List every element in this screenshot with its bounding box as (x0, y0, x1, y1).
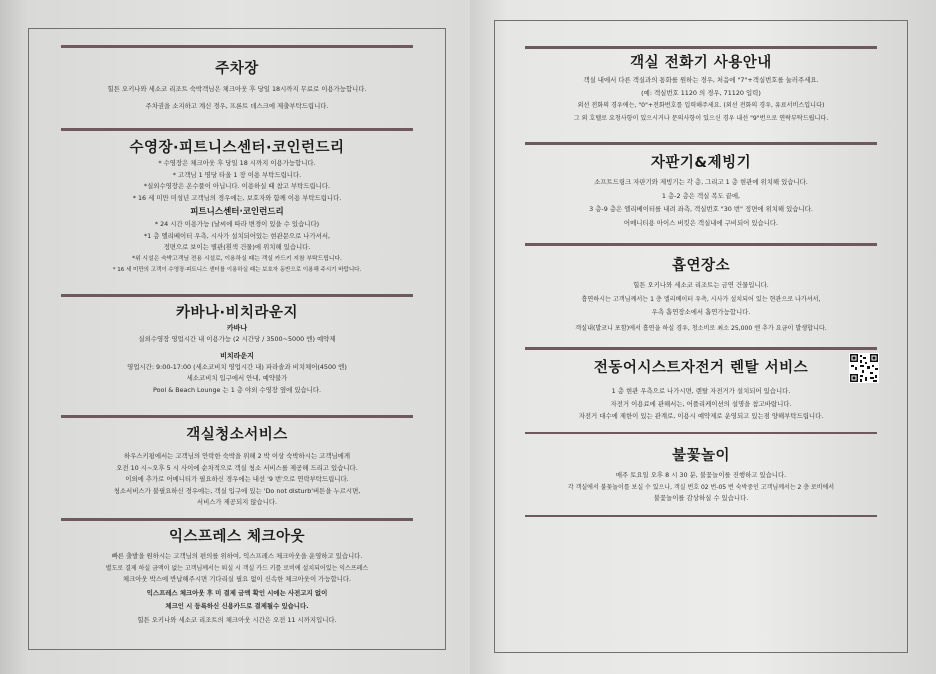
express-warning-line: 익스프레스 체크아웃 후 미 결제 금액 확인 시에는 사전고지 없이 (146, 588, 328, 597)
express-line: 빠른 출발을 원하시는 고객님의 편의를 위하여, 익스프레스 체크아웃을 운영하고 있습니다. (111, 552, 363, 560)
vending-line: 소프트드링크 자판기와 제빙기는 각 층, 그리고 1 층 현관에 위치해 있습니다. (594, 178, 808, 186)
fitness-line: * 24 시간 이용가능 (날씨에 따라 변경이 있을 수 있습니다) (154, 220, 320, 228)
fitness-line: 정면으로 보이는 별관(흰색 건물)에 위치해 있습니다. (163, 243, 311, 251)
smoking-line: 우측 흡연장소에서 흡연가능합니다. (651, 308, 751, 316)
fitness-line: * 16 세 미만의 고객이 수영장·피트니스 센터를 이용하실 때는 보호자 동반으로 이용해 주시기 바랍니다. (112, 267, 362, 273)
pool-line: * 16 세 미만 미성년 고객님의 경우에는, 보호자와 함께 이용 부탁드립니다. (132, 193, 342, 202)
housekeeping-title: 객실청소서비스 (186, 427, 288, 443)
phone-section (495, 46, 907, 124)
smoking-line: 객실내(발코니 포함)에서 흡연을 하실 경우, 청소비로 최소 25,000 엔 추가 요금이 발생합니다. (575, 324, 827, 332)
smoking-title: 흡연장소 (671, 258, 731, 274)
housekeeping-line: 서비스가 제공되지 않습니다. (196, 498, 278, 506)
section-divider (61, 415, 413, 418)
fireworks-title: 불꽃놀이 (671, 448, 731, 464)
section-divider (525, 432, 877, 434)
pool-section (29, 128, 445, 277)
vending-section (495, 142, 907, 229)
fitness-subtitle: 피트니스센터·코인런드리 (190, 207, 284, 217)
housekeeping-line: 이외에 추가로 어메니티가 필요하신 경우에는 내선 '9 번'으로 연락부탁드립니다. (125, 475, 349, 483)
fireworks-section (495, 432, 907, 517)
express-checkout-time-line: 힐튼 오키나와 세소코 리조트의 체크아웃 시간은 오전 11 시까지입니다. (137, 615, 337, 624)
section-divider (525, 515, 877, 517)
qr-code-icon[interactable] (849, 353, 879, 383)
housekeeping-section (29, 415, 445, 509)
section-divider (61, 294, 413, 297)
section-divider (525, 243, 877, 246)
bicycle-section (495, 347, 907, 423)
parking-line: 힐튼 오키나와 세소코 리조트 숙박객님은 체크아웃 후 당일 18시까지 무료로 이용가능합니다. (107, 85, 367, 93)
fitness-line: *1 층 엘리베이터 우측, 시사가 설치되어있는 현관문으로 나가셔서, (143, 231, 331, 240)
section-divider (525, 347, 877, 350)
vending-line: 1 층-2 층은 객실 복도 끝에, (661, 191, 741, 200)
bicycle-line: 1 층 현관 우측으로 나가시면, 렌탈 자전거가 설치되어 있습니다. (611, 387, 791, 395)
housekeeping-line: 오전 10 시~오후 5 시 사이에 순차적으로 객실 청소 서비스를 제공해 드리고 있습니다. (116, 463, 358, 472)
phone-line: (예: 객실번호 1120 의 경우, 71120 입력) (641, 88, 761, 97)
right-info-panel (494, 20, 908, 653)
section-divider (525, 46, 877, 49)
housekeeping-line: 청소서비스가 불필요하신 경우에는, 객실 입구에 있는 'Do not disturb'버튼을 누르시면, (113, 486, 361, 495)
bicycle-line: 자전거 대수에 제한이 있는 관계로, 이용시 예약제로 운영되고 있는점 양해부탁드립니다. (578, 412, 824, 420)
phone-title: 객실 전화기 사용안내 (630, 55, 772, 71)
vending-line: 3 층-9 층은 엘리베이터를 내려 좌측, 객실번호 "30 번" 정면에 위치해 있습니다. (589, 205, 813, 213)
bicycle-title: 전동어시스트자전거 렌탈 서비스 (593, 360, 809, 376)
cabana-subtitle: 카바나 (226, 324, 248, 332)
left-info-panel (28, 28, 446, 650)
pool-line: * 수영장은 체크아웃 후 당일 18 시까지 이용가능합니다. (158, 159, 316, 167)
pool-line: *실외수영장은 온수풀이 아닙니다. 이용하실 때 참고 부탁드립니다. (143, 182, 331, 190)
vending-title: 자판기&제빙기 (650, 155, 752, 171)
section-divider (61, 128, 413, 131)
parking-section (29, 45, 445, 112)
phone-line: 외선 전화의 경우에는, "0"+전화번호를 입력해주세요. (외선 전화의 경우, 유료서비스입니다) (577, 102, 825, 109)
express-warning-line: 체크인 시 등록하신 신용카드로 결제될수 있습니다. (165, 602, 309, 610)
fitness-line: *위 시설은 숙박고객님 전용 시설로, 이용하실 때는 객실 카드키 지참 부탁드립니다. (132, 255, 342, 262)
express-line: 체크아웃 박스에 반납해주시면 기다리실 필요 없이 신속한 체크아웃이 가능합니다. (122, 575, 352, 583)
beach-lounge-line: 세소코비치 입구에서 안내, 예약불가 (186, 374, 288, 382)
beach-lounge-line: 영업시간: 9:00-17:00 (세소코비치 영업시간 내) 파라솔과 비치체어(4500 엔) (127, 362, 347, 371)
fireworks-line: 불꽃놀이를 감상하실 수 있습니다. (653, 494, 749, 502)
section-divider (61, 45, 413, 48)
parking-title: 주차장 (215, 61, 259, 77)
smoking-line: 힐튼 오키나와 세소코 리조트는 금연 건물입니다. (633, 281, 769, 289)
cabana-line: 실외수영장 영업시간 내 이용가능 (2 시간당 / 3500~5000 엔) 예약제 (138, 335, 336, 343)
pool-line: * 고객님 1 명당 타올 1 장 이용 부탁드립니다. (172, 170, 302, 179)
smoking-section (495, 243, 907, 334)
express-checkout-section (29, 518, 445, 626)
express-checkout-title: 익스프레스 체크아웃 (168, 529, 306, 545)
section-divider (525, 142, 877, 145)
cabana-section (29, 294, 445, 396)
smoking-line: 흡연하시는 고객님께서는 1 층 엘리베이터 우측, 시사가 설치되어 있는 현관으로 나가셔서, (581, 295, 821, 303)
cabana-title: 카바나·비치라운지 (175, 305, 299, 321)
pool-title: 수영장·피트니스센터·코인런드리 (129, 140, 345, 156)
bicycle-line: 자전거 이용료에 관해서는, 어플리케이션의 설명을 참고바랍니다. (610, 399, 792, 408)
express-line: 별도로 결제 하실 금액이 없는 고객님께서는 퇴실 시 객실 카드 키를 로비에 설치되어있는 익스프레스 (105, 564, 369, 572)
beach-lounge-subtitle: 비치라운지 (220, 351, 254, 360)
phone-line: 그 외 호텔로 요청사항이 있으시거나 문의사항이 있으신 경우 내선 "9"번으로 연락부탁드립니다. (573, 114, 829, 122)
beach-lounge-line: Pool & Beach Lounge 는 1 층 야외 수영장 옆에 있습니다. (152, 385, 322, 394)
section-divider (61, 518, 413, 521)
vending-line: 어메니티용 아이스 버킷은 객실내에 구비되어 있습니다. (623, 218, 779, 227)
phone-line: 객실 내에서 다른 객실과의 통화를 원하는 경우, 처음에 "7"+객실번호를 눌러주세요. (583, 76, 819, 84)
parking-line: 주차권을 소지하고 계신 경우, 프론트 데스크에 제출부탁드립니다. (145, 101, 329, 110)
fireworks-line: 각 객실에서 불꽃놀이를 보실 수 있으나, 객실 번호 02 번-05 번 숙박중인 고객님께서는 2 층 로비에서 (567, 483, 835, 491)
fireworks-line: 매주 토요일 오후 8 시 30 분, 불꽃놀이를 진행하고 있습니다. (615, 471, 787, 479)
housekeeping-line: 하우스키핑에서는 고객님의 안락한 숙박을 위해 2 박 이상 숙박하시는 고객님에게 (123, 452, 351, 460)
